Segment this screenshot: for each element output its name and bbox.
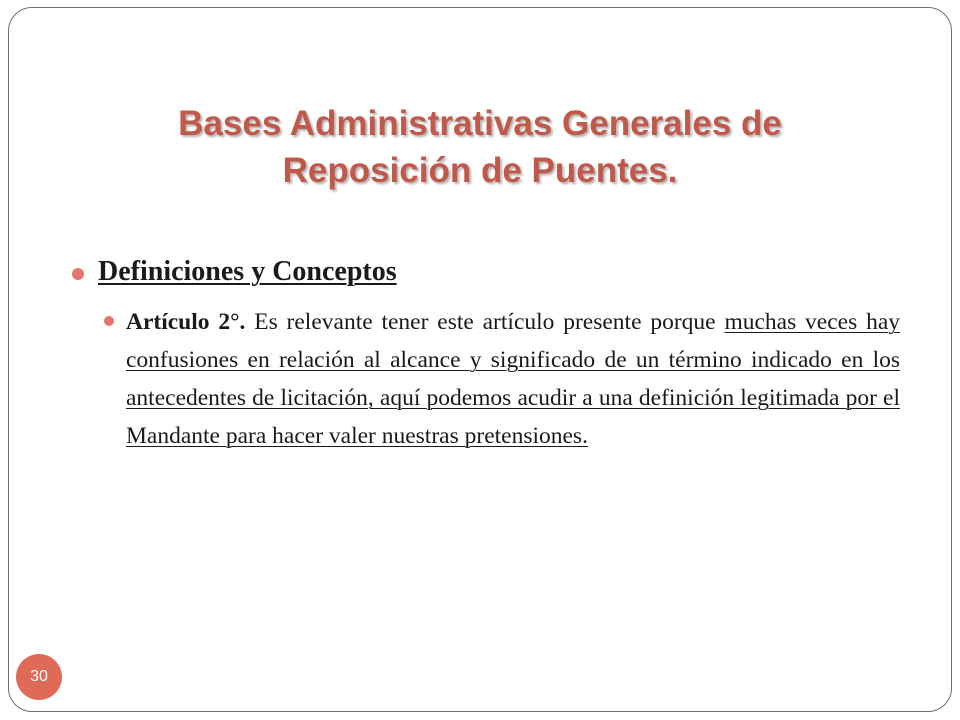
slide-title (80, 100, 880, 194)
article-label: Artículo 2°. (126, 309, 246, 335)
title-line-1: Bases Administrativas Generales de (178, 104, 782, 143)
article-underlined-text: muchas veces hay confusiones en relación al alcance y significado de un término indicado en los antecedentes de licitación, aquí podemos acudir a una definición legitimada por el Mandante para hacer valer nuestras pretensiones. (126, 309, 900, 449)
article-intro: Es relevante tener este artículo presente porque (245, 309, 725, 335)
section-heading: Definiciones y Conceptos (98, 256, 397, 287)
page-number-badge: 30 (16, 654, 62, 700)
bullet-level1-icon (72, 268, 84, 280)
bullet-level2-icon (104, 316, 114, 326)
article-paragraph (126, 303, 900, 455)
title-line-2: Reposición de Puentes. (282, 151, 678, 190)
